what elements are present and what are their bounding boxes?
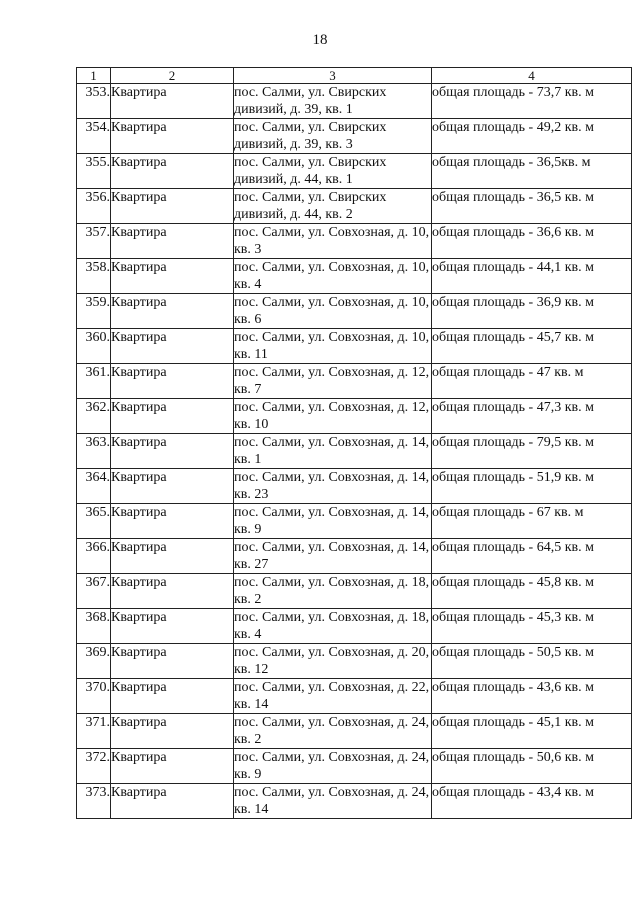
table-row <box>77 294 632 329</box>
property-address: пос. Салми, ул. Совхозная, д. 18, кв. 4 <box>234 609 432 644</box>
table-row <box>77 504 632 539</box>
property-area: общая площадь - 67 кв. м <box>432 504 632 539</box>
property-address: пос. Салми, ул. Совхозная, д. 24, кв. 14 <box>234 784 432 819</box>
property-type: Квартира <box>111 434 234 469</box>
property-type: Квартира <box>111 224 234 259</box>
property-type: Квартира <box>111 539 234 574</box>
property-address: пос. Салми, ул. Свирских дивизий, д. 39, кв. 1 <box>234 84 432 119</box>
property-area: общая площадь - 36,5кв. м <box>432 154 632 189</box>
row-number: 361. <box>77 364 111 399</box>
table-row <box>77 154 632 189</box>
property-area: общая площадь - 45,7 кв. м <box>432 329 632 364</box>
property-area: общая площадь - 50,5 кв. м <box>432 644 632 679</box>
property-type: Квартира <box>111 609 234 644</box>
property-type: Квартира <box>111 749 234 784</box>
row-number: 368. <box>77 609 111 644</box>
property-address: пос. Салми, ул. Совхозная, д. 24, кв. 9 <box>234 749 432 784</box>
property-type: Квартира <box>111 84 234 119</box>
row-number: 358. <box>77 259 111 294</box>
property-address: пос. Салми, ул. Совхозная, д. 20, кв. 12 <box>234 644 432 679</box>
table-row <box>77 364 632 399</box>
property-table <box>76 67 632 819</box>
row-number: 357. <box>77 224 111 259</box>
property-address: пос. Салми, ул. Совхозная, д. 14, кв. 9 <box>234 504 432 539</box>
property-area: общая площадь - 36,9 кв. м <box>432 294 632 329</box>
row-number: 359. <box>77 294 111 329</box>
property-area: общая площадь - 36,5 кв. м <box>432 189 632 224</box>
column-header-1: 1 <box>77 68 111 84</box>
property-type: Квартира <box>111 574 234 609</box>
row-number: 360. <box>77 329 111 364</box>
property-area: общая площадь - 43,4 кв. м <box>432 784 632 819</box>
property-address: пос. Салми, ул. Свирских дивизий, д. 44, кв. 2 <box>234 189 432 224</box>
table-row <box>77 749 632 784</box>
property-address: пос. Салми, ул. Совхозная, д. 14, кв. 27 <box>234 539 432 574</box>
property-address: пос. Салми, ул. Совхозная, д. 12, кв. 7 <box>234 364 432 399</box>
table-row <box>77 784 632 819</box>
row-number: 362. <box>77 399 111 434</box>
table-row <box>77 329 632 364</box>
table-row <box>77 119 632 154</box>
property-area: общая площадь - 45,3 кв. м <box>432 609 632 644</box>
table-row <box>77 259 632 294</box>
table-row <box>77 224 632 259</box>
row-number: 367. <box>77 574 111 609</box>
row-number: 369. <box>77 644 111 679</box>
property-area: общая площадь - 45,1 кв. м <box>432 714 632 749</box>
row-number: 372. <box>77 749 111 784</box>
property-area: общая площадь - 79,5 кв. м <box>432 434 632 469</box>
property-address: пос. Салми, ул. Совхозная, д. 14, кв. 23 <box>234 469 432 504</box>
property-area: общая площадь - 50,6 кв. м <box>432 749 632 784</box>
table-row <box>77 434 632 469</box>
property-address: пос. Салми, ул. Совхозная, д. 10, кв. 4 <box>234 259 432 294</box>
property-type: Квартира <box>111 504 234 539</box>
table-row <box>77 399 632 434</box>
property-address: пос. Салми, ул. Свирских дивизий, д. 39, кв. 3 <box>234 119 432 154</box>
property-type: Квартира <box>111 119 234 154</box>
property-type: Квартира <box>111 679 234 714</box>
property-type: Квартира <box>111 329 234 364</box>
property-type: Квартира <box>111 399 234 434</box>
property-address: пос. Салми, ул. Совхозная, д. 10, кв. 11 <box>234 329 432 364</box>
property-type: Квартира <box>111 714 234 749</box>
table-body <box>77 84 632 819</box>
table-row <box>77 539 632 574</box>
property-area: общая площадь - 44,1 кв. м <box>432 259 632 294</box>
row-number: 371. <box>77 714 111 749</box>
property-address: пос. Салми, ул. Свирских дивизий, д. 44, кв. 1 <box>234 154 432 189</box>
property-address: пос. Салми, ул. Совхозная, д. 10, кв. 3 <box>234 224 432 259</box>
table-row <box>77 679 632 714</box>
row-number: 354. <box>77 119 111 154</box>
property-area: общая площадь - 36,6 кв. м <box>432 224 632 259</box>
property-type: Квартира <box>111 469 234 504</box>
row-number: 365. <box>77 504 111 539</box>
table-row <box>77 574 632 609</box>
column-header-2: 2 <box>111 68 234 84</box>
property-type: Квартира <box>111 294 234 329</box>
row-number: 353. <box>77 84 111 119</box>
property-type: Квартира <box>111 154 234 189</box>
property-area: общая площадь - 51,9 кв. м <box>432 469 632 504</box>
page-number: 18 <box>312 32 328 48</box>
property-type: Квартира <box>111 259 234 294</box>
table-row <box>77 609 632 644</box>
property-area: общая площадь - 64,5 кв. м <box>432 539 632 574</box>
property-area: общая площадь - 43,6 кв. м <box>432 679 632 714</box>
table-row <box>77 189 632 224</box>
property-area: общая площадь - 45,8 кв. м <box>432 574 632 609</box>
column-header-4: 4 <box>432 68 632 84</box>
property-area: общая площадь - 73,7 кв. м <box>432 84 632 119</box>
row-number: 373. <box>77 784 111 819</box>
property-type: Квартира <box>111 644 234 679</box>
property-address: пос. Салми, ул. Совхозная, д. 22, кв. 14 <box>234 679 432 714</box>
row-number: 370. <box>77 679 111 714</box>
property-address: пос. Салми, ул. Совхозная, д. 10, кв. 6 <box>234 294 432 329</box>
property-type: Квартира <box>111 784 234 819</box>
row-number: 366. <box>77 539 111 574</box>
row-number: 356. <box>77 189 111 224</box>
property-type: Квартира <box>111 189 234 224</box>
property-address: пос. Салми, ул. Совхозная, д. 24, кв. 2 <box>234 714 432 749</box>
property-address: пос. Салми, ул. Совхозная, д. 14, кв. 1 <box>234 434 432 469</box>
table-row <box>77 644 632 679</box>
table-row <box>77 84 632 119</box>
table-header-row <box>77 68 632 84</box>
property-address: пос. Салми, ул. Совхозная, д. 12, кв. 10 <box>234 399 432 434</box>
table-row <box>77 714 632 749</box>
row-number: 363. <box>77 434 111 469</box>
property-address: пос. Салми, ул. Совхозная, д. 18, кв. 2 <box>234 574 432 609</box>
row-number: 355. <box>77 154 111 189</box>
property-area: общая площадь - 49,2 кв. м <box>432 119 632 154</box>
property-type: Квартира <box>111 364 234 399</box>
row-number: 364. <box>77 469 111 504</box>
table-row <box>77 469 632 504</box>
property-area: общая площадь - 47,3 кв. м <box>432 399 632 434</box>
property-area: общая площадь - 47 кв. м <box>432 364 632 399</box>
column-header-3: 3 <box>234 68 432 84</box>
